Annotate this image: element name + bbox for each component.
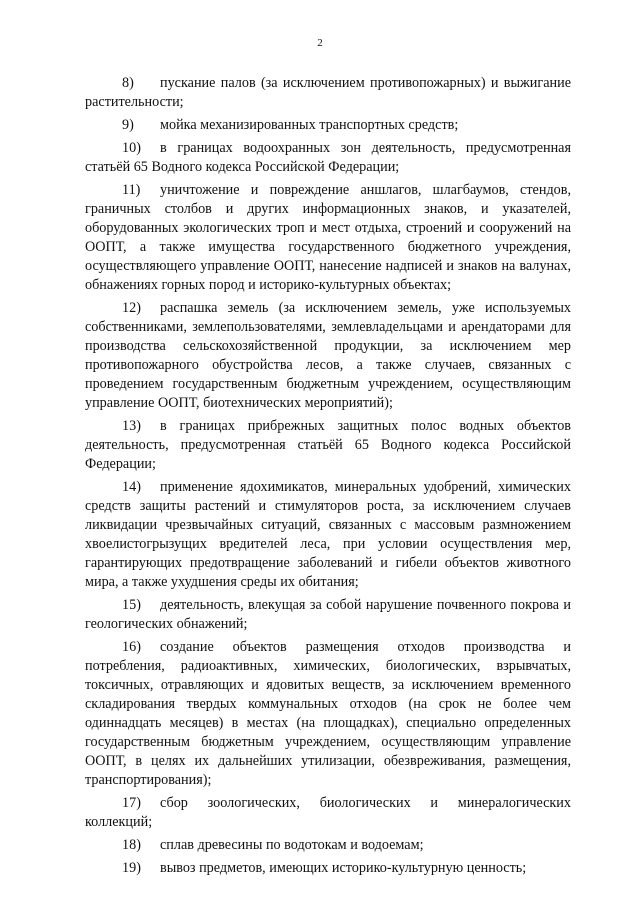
item-text: вывоз предметов, имеющих историко-культурную ценность;: [160, 860, 527, 876]
item-number: 19): [122, 860, 141, 876]
item-text: в границах водоохранных зон деятельность, предусмотренная статьёй 65 Водного кодекса Российской Федерации;: [85, 140, 571, 175]
list-item: [85, 478, 571, 592]
item-text: деятельность, влекущая за собой нарушение почвенного покрова и геологических обнажений;: [85, 597, 571, 632]
list-item: [85, 596, 571, 634]
list-item: [85, 116, 571, 135]
item-number: 18): [122, 837, 141, 853]
page-number: 2: [317, 37, 323, 49]
item-text: применение ядохимикатов, минеральных удобрений, химических средств защиты растений и стимуляторов роста, за исключением случаев ликвидации чрезвычайных ситуаций, связанных с массовым размножением хвоелистогрызущих вредителей леса, при условии осуществления мер, гарантирующих предотвращение заболеваний и гибели объектов животного мира, а также ухудшения среды их обитания;: [85, 479, 571, 590]
item-number: 17): [122, 795, 141, 811]
item-text: сбор зоологических, биологических и минералогических коллекций;: [85, 795, 571, 830]
list-item: [85, 417, 571, 474]
item-number: 13): [122, 418, 141, 434]
document-body: [85, 74, 571, 882]
item-text: пускание палов (за исключением противопожарных) и выжигание растительности;: [85, 75, 571, 110]
item-text: мойка механизированных транспортных средств;: [160, 117, 459, 133]
item-text: создание объектов размещения отходов производства и потребления, радиоактивных, химических, биологических, взрывчатых, токсичных, отравляющих и ядовитых веществ, за исключением временного складирования твердых коммунальных отходов (на срок не более чем одиннадцать месяцев) в местах (на площадках), специально определенных государственным бюджетным учреждением, осуществляющим управление ООПТ, в целях их дальнейших утилизации, обезвреживания, размещения, транспортирования);: [85, 639, 571, 788]
item-number: 10): [122, 140, 141, 156]
list-item: [85, 181, 571, 295]
item-text: в границах прибрежных защитных полос водных объектов деятельность, предусмотренная статьёй 65 Водного кодекса Российской Федерации;: [85, 418, 571, 472]
item-text: уничтожение и повреждение аншлагов, шлагбаумов, стендов, граничных столбов и других информационных знаков, и указателей, оборудованных экологических троп и мест отдыха, строений и сооружений на ООПТ, а также имущества государственного бюджетного учреждения, осуществляющего управление ООПТ, нанесение надписей и знаков на валунах, обнажениях горных пород и историко-культурных объектах;: [85, 182, 571, 293]
item-text: сплав древесины по водотокам и водоемам;: [160, 837, 424, 853]
item-text: распашка земель (за исключением земель, уже используемых собственниками, землепользователями, землевладельцами и арендаторами для производства сельскохозяйственной продукции, за исключением мер противопожарного обустройства лесов, а также случаев, связанных с проведением государственным бюджетным учреждением, осуществляющим управление ООПТ, биотехнических мероприятий);: [85, 300, 571, 411]
item-number: 15): [122, 597, 141, 613]
list-item: [85, 794, 571, 832]
list-item: [85, 74, 571, 112]
item-number: 8): [122, 75, 134, 91]
list-item: [85, 139, 571, 177]
item-number: 11): [122, 182, 141, 198]
list-item: [85, 299, 571, 413]
item-number: 16): [122, 639, 141, 655]
list-item: [85, 836, 571, 855]
list-item: [85, 859, 571, 878]
item-number: 12): [122, 300, 141, 316]
item-number: 14): [122, 479, 141, 495]
item-number: 9): [122, 117, 134, 133]
list-item: [85, 638, 571, 790]
